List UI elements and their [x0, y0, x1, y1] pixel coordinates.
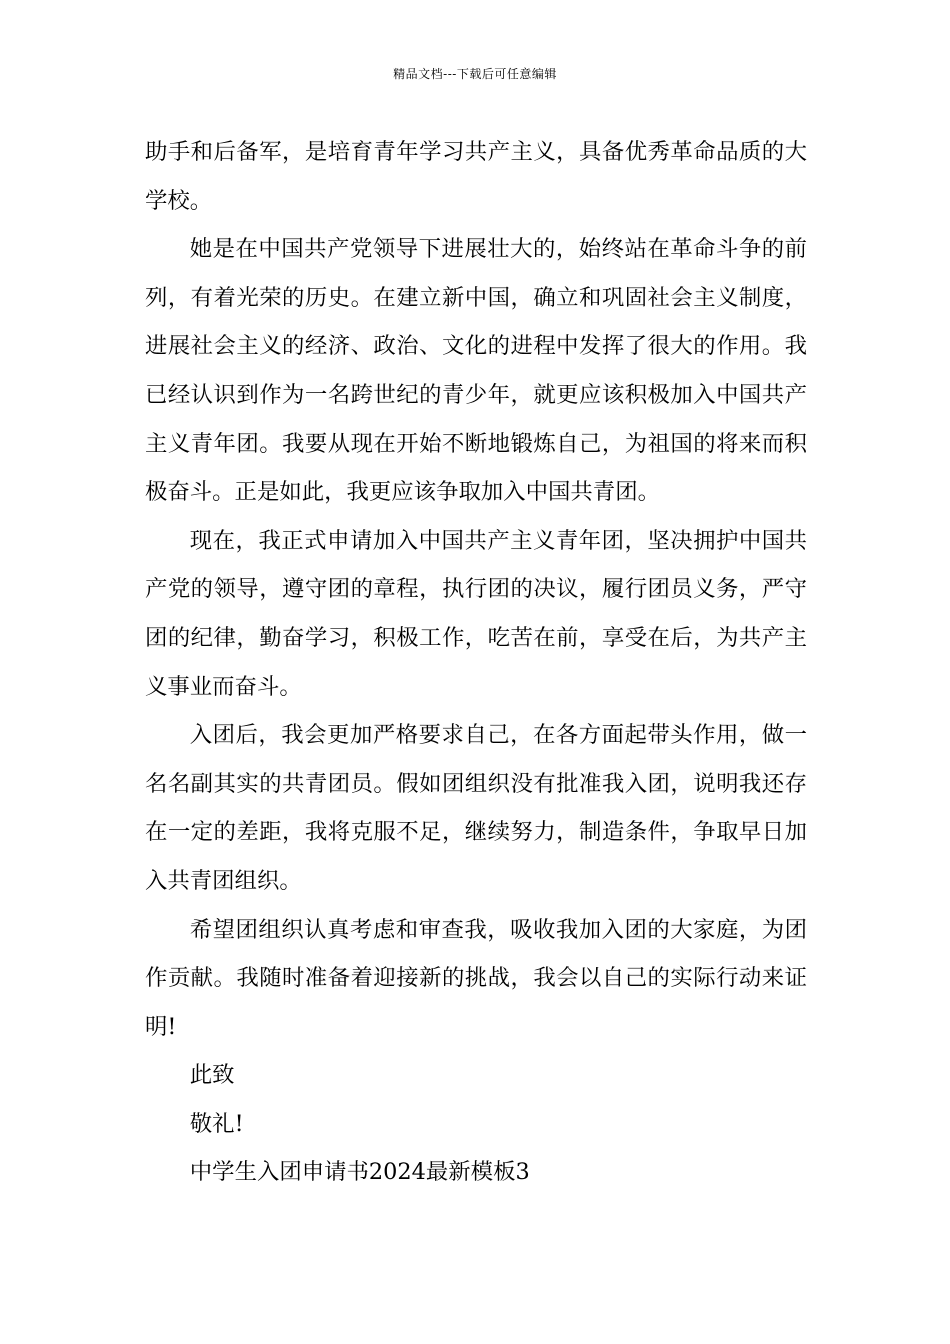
paragraph-commitment: 入团后，我会更加严格要求自己，在各方面起带头作用，做一名名副其实的共青团员。假如团组织没有批准我入团，说明我还存在一定的差距，我将克服不足，继续努力，制造条件，争取早日加入共青团组织。 — [145, 722, 807, 894]
paragraph-continuation: 助手和后备军，是培育青年学习共产主义，具备优秀革命品质的大学校。 — [145, 139, 807, 214]
paragraph-history: 她是在中国共产党领导下进展壮大的，始终站在革命斗争的前列，有着光荣的历史。在建立新中国，确立和巩固社会主义制度，进展社会主义的经济、政治、文化的进程中发挥了很大的作用。我已经认识到作为一名跨世纪的青少年，就更应该积极加入中国共产主义青年团。我要从现在开始不断地锻炼自己，为祖国的将来而积极奋斗。正是如此，我更应该争取加入中国共青团。 — [145, 236, 807, 506]
closing-salutation: 此致 — [189, 1062, 235, 1089]
paragraph-application: 现在，我正式申请加入中国共产主义青年团，坚决拥护中国共产党的领导，遵守团的章程，执行团的决议，履行团员义务，严守团的纪律，勤奋学习，积极工作，吃苦在前，享受在后，为共产主义事业而奋斗。 — [145, 527, 807, 700]
paragraph-hope: 希望团组织认真考虑和审查我，吸收我加入团的大家庭，为团作贡献。我随时准备着迎接新的挑战，我会以自己的实际行动来证明! — [145, 916, 807, 1040]
page-header: 精品文档---下载后可任意编辑 — [393, 67, 557, 81]
next-template-title: 中学生入团申请书2024最新模板3 — [189, 1159, 530, 1186]
document-body — [145, 128, 807, 1197]
closing-regards: 敬礼! — [189, 1110, 244, 1137]
